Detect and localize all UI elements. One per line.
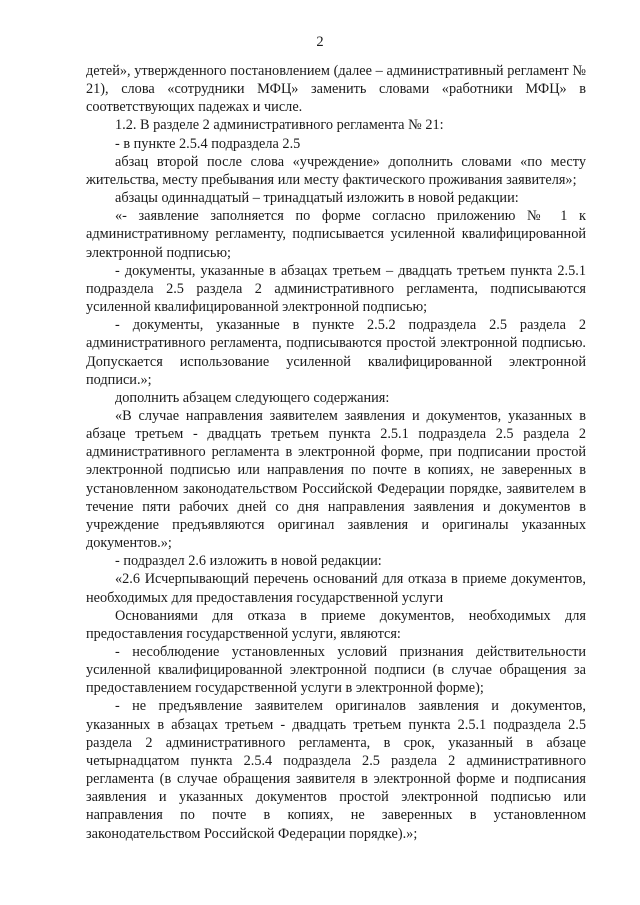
paragraph: дополнить абзацем следующего содержания:	[115, 389, 390, 406]
document-body	[86, 62, 586, 843]
paragraph: - документы, указанные в абзацах третьем – двадцать третьем пункта 2.5.1 подраздела 2.5 раздела 2 административного регламента, подписываются усиленной квалифицированной электронной подписью;	[86, 262, 586, 316]
paragraph: - не предъявление заявителем оригиналов заявления и документов, указанных в абзацах третьем - двадцать третьем пункта 2.5.1 подраздела 2.5 раздела 2 административного регламента, в срок, указанный в абзаце четырнадцатом пункта 2.5.4 подраздела 2.5 раздела 2 административного регламента (в случае обращения заявителя в электронной форме и подписания заявления и указанных документов простой электронной подписью или направления по почте в копиях, не заверенных в установленном законодательством Российской Федерации порядке).»;	[86, 698, 586, 842]
page-number: 2	[316, 34, 324, 50]
paragraph: 1.2. В разделе 2 административного регламента № 21:	[115, 117, 444, 134]
paragraph: абзац второй после слова «учреждение» дополнить словами «по месту жительства, месту пребывания или месту фактического проживания заявителя»;	[86, 153, 586, 188]
paragraph: «В случае направления заявителем заявления и документов, указанных в абзаце третьем - двадцать третьем пункта 2.5.1 подраздела 2.5 раздела 2 административного регламента в электронной форме, при подписании простой электронной подписью или направления по почте в копиях, не заверенных в установленном законодательством Российской Федерации порядке, заявителем в течение пяти рабочих дней со дня направления заявления и документов в учреждение предъявляются оригинал заявления и оригиналы указанных документов.»;	[86, 407, 586, 552]
paragraph: «2.6 Исчерпывающий перечень оснований для отказа в приеме документов, необходимых для предоставления государственной услуги	[86, 571, 586, 606]
paragraph: - документы, указанные в пункте 2.5.2 подраздела 2.5 раздела 2 административного регламента, подписываются простой электронной подписью. Допускается использование усиленной квалифицированной электронной подписи.»;	[86, 317, 586, 388]
paragraph: абзацы одиннадцатый – тринадцатый изложить в новой редакции:	[115, 190, 519, 207]
paragraph: - подраздел 2.6 изложить в новой редакции:	[115, 553, 382, 570]
paragraph: детей», утвержденного постановлением (далее – административный регламент № 21), слова «сотрудники МФЦ» заменить словами «работники МФЦ» в соответствующих падежах и числе.	[86, 63, 586, 116]
paragraph: - несоблюдение установленных условий признания действительности усиленной квалифицированной электронной подписи (в случае обращения за предоставлением государственной услуги в электронной форме);	[86, 644, 586, 697]
paragraph: «- заявление заполняется по форме согласно приложению № 1 к административному регламенту, подписывается усиленной квалифицированной электронной подписью;	[86, 208, 586, 261]
paragraph: - в пункте 2.5.4 подраздела 2.5	[115, 135, 301, 152]
paragraph: Основаниями для отказа в приеме документов, необходимых для предоставления государственной услуги, являются:	[86, 607, 586, 642]
